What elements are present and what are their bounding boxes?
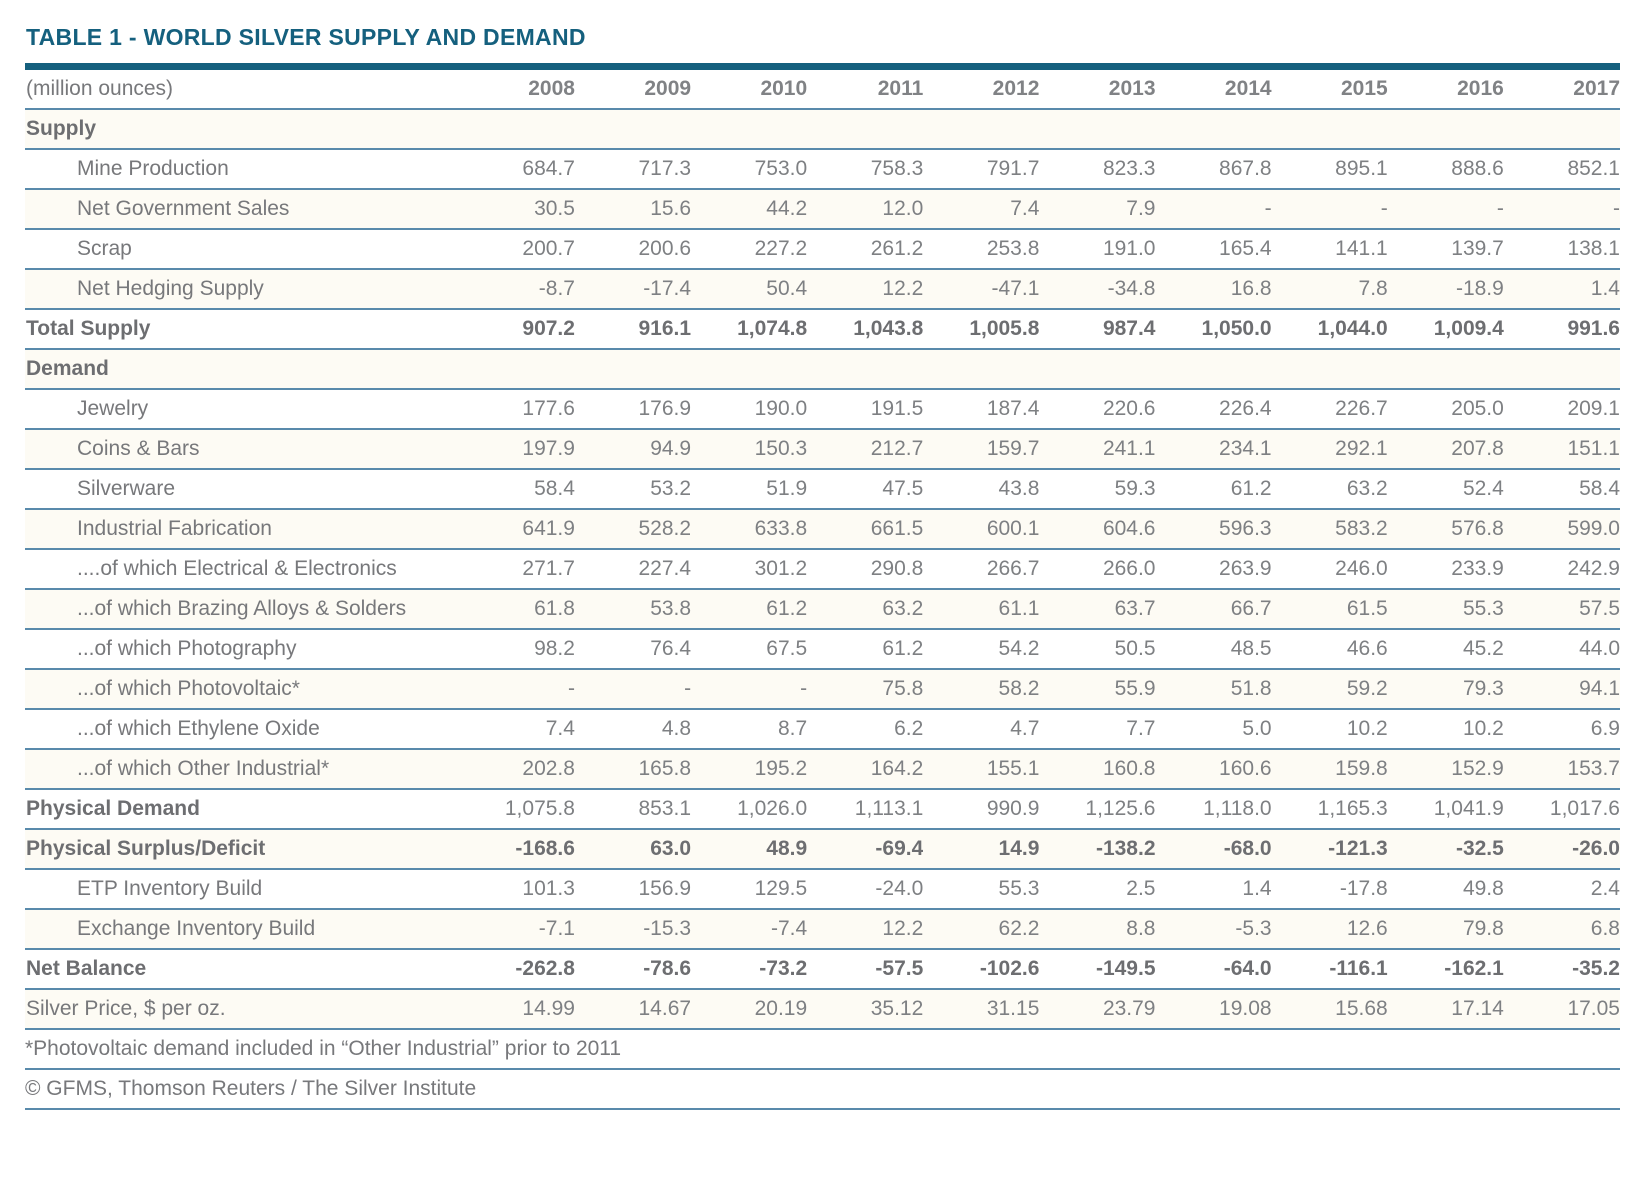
value-cell: 51.9 bbox=[691, 469, 807, 509]
table-row bbox=[25, 589, 1620, 629]
value-cell: 661.5 bbox=[807, 509, 923, 549]
value-cell: 59.2 bbox=[1272, 669, 1388, 709]
value-cell: 44.2 bbox=[691, 189, 807, 229]
value-cell: 209.1 bbox=[1504, 389, 1620, 429]
table-row bbox=[25, 429, 1620, 469]
value-cell: 1,165.3 bbox=[1272, 789, 1388, 829]
value-cell: 17.14 bbox=[1388, 989, 1504, 1029]
value-cell: -121.3 bbox=[1272, 829, 1388, 869]
value-cell: 195.2 bbox=[691, 749, 807, 789]
value-cell: 58.4 bbox=[459, 469, 575, 509]
value-cell: 867.8 bbox=[1156, 149, 1272, 189]
value-cell: 44.0 bbox=[1504, 629, 1620, 669]
value-cell: 17.05 bbox=[1504, 989, 1620, 1029]
value-cell: -69.4 bbox=[807, 829, 923, 869]
value-cell: 47.5 bbox=[807, 469, 923, 509]
value-cell: -34.8 bbox=[1039, 269, 1155, 309]
year-header-row bbox=[25, 70, 1620, 109]
value-cell: 187.4 bbox=[923, 389, 1039, 429]
value-cell: 153.7 bbox=[1504, 749, 1620, 789]
value-cell: -17.8 bbox=[1272, 869, 1388, 909]
value-cell: 14.9 bbox=[923, 829, 1039, 869]
value-cell: -138.2 bbox=[1039, 829, 1155, 869]
value-cell: 12.0 bbox=[807, 189, 923, 229]
value-cell: 205.0 bbox=[1388, 389, 1504, 429]
value-cell: 1.4 bbox=[1156, 869, 1272, 909]
value-cell: 94.9 bbox=[575, 429, 691, 469]
value-cell: 1,075.8 bbox=[459, 789, 575, 829]
row-label: Demand bbox=[25, 349, 459, 389]
value-cell: 583.2 bbox=[1272, 509, 1388, 549]
value-cell bbox=[1388, 109, 1504, 149]
value-cell: 62.2 bbox=[923, 909, 1039, 949]
silver-supply-demand-table bbox=[25, 70, 1620, 1030]
table-row bbox=[25, 149, 1620, 189]
value-cell: 4.7 bbox=[923, 709, 1039, 749]
value-cell: 241.1 bbox=[1039, 429, 1155, 469]
row-label: ...of which Photography bbox=[25, 629, 459, 669]
value-cell: 141.1 bbox=[1272, 229, 1388, 269]
value-cell: 641.9 bbox=[459, 509, 575, 549]
row-label: Silverware bbox=[25, 469, 459, 509]
value-cell: 888.6 bbox=[1388, 149, 1504, 189]
value-cell: 46.6 bbox=[1272, 629, 1388, 669]
value-cell: 684.7 bbox=[459, 149, 575, 189]
value-cell: -68.0 bbox=[1156, 829, 1272, 869]
row-label: Supply bbox=[25, 109, 459, 149]
value-cell bbox=[807, 109, 923, 149]
value-cell bbox=[1272, 109, 1388, 149]
value-cell: 76.4 bbox=[575, 629, 691, 669]
value-cell bbox=[1156, 349, 1272, 389]
value-cell: 233.9 bbox=[1388, 549, 1504, 589]
value-cell: 160.8 bbox=[1039, 749, 1155, 789]
row-label: ...of which Other Industrial* bbox=[25, 749, 459, 789]
value-cell: 58.2 bbox=[923, 669, 1039, 709]
value-cell: 916.1 bbox=[575, 309, 691, 349]
value-cell: 12.2 bbox=[807, 269, 923, 309]
value-cell: 6.8 bbox=[1504, 909, 1620, 949]
value-cell: 5.0 bbox=[1156, 709, 1272, 749]
value-cell: 139.7 bbox=[1388, 229, 1504, 269]
row-label: Net Hedging Supply bbox=[25, 269, 459, 309]
value-cell: 155.1 bbox=[923, 749, 1039, 789]
table-row bbox=[25, 389, 1620, 429]
table-row bbox=[25, 749, 1620, 789]
value-cell: 242.9 bbox=[1504, 549, 1620, 589]
value-cell: 895.1 bbox=[1272, 149, 1388, 189]
table-row bbox=[25, 469, 1620, 509]
value-cell: - bbox=[575, 669, 691, 709]
value-cell bbox=[1388, 349, 1504, 389]
value-cell: - bbox=[1272, 189, 1388, 229]
table-row bbox=[25, 869, 1620, 909]
value-cell: 7.4 bbox=[923, 189, 1039, 229]
value-cell: 49.8 bbox=[1388, 869, 1504, 909]
table-title: TABLE 1 - WORLD SILVER SUPPLY AND DEMAND bbox=[26, 24, 586, 50]
table-row bbox=[25, 909, 1620, 949]
value-cell: 791.7 bbox=[923, 149, 1039, 189]
copyright: © GFMS, Thomson Reuters / The Silver Institute bbox=[25, 1070, 1620, 1110]
value-cell: 292.1 bbox=[1272, 429, 1388, 469]
value-cell: -168.6 bbox=[459, 829, 575, 869]
value-cell: 61.1 bbox=[923, 589, 1039, 629]
value-cell: 14.67 bbox=[575, 989, 691, 1029]
value-cell: 576.8 bbox=[1388, 509, 1504, 549]
value-cell: 290.8 bbox=[807, 549, 923, 589]
table-row bbox=[25, 949, 1620, 989]
value-cell: 633.8 bbox=[691, 509, 807, 549]
value-cell: 159.7 bbox=[923, 429, 1039, 469]
value-cell: 10.2 bbox=[1272, 709, 1388, 749]
row-label: ...of which Ethylene Oxide bbox=[25, 709, 459, 749]
value-cell: 63.0 bbox=[575, 829, 691, 869]
value-cell: 200.6 bbox=[575, 229, 691, 269]
value-cell: - bbox=[691, 669, 807, 709]
value-cell: 907.2 bbox=[459, 309, 575, 349]
value-cell: 67.5 bbox=[691, 629, 807, 669]
value-cell: -57.5 bbox=[807, 949, 923, 989]
value-cell: 55.3 bbox=[1388, 589, 1504, 629]
value-cell: -64.0 bbox=[1156, 949, 1272, 989]
value-cell: 599.0 bbox=[1504, 509, 1620, 549]
value-cell: 266.0 bbox=[1039, 549, 1155, 589]
value-cell: 604.6 bbox=[1039, 509, 1155, 549]
value-cell: 7.8 bbox=[1272, 269, 1388, 309]
table-row bbox=[25, 989, 1620, 1029]
value-cell: -162.1 bbox=[1388, 949, 1504, 989]
value-cell: -17.4 bbox=[575, 269, 691, 309]
value-cell: 226.4 bbox=[1156, 389, 1272, 429]
value-cell: 54.2 bbox=[923, 629, 1039, 669]
value-cell: 1,041.9 bbox=[1388, 789, 1504, 829]
value-cell bbox=[575, 109, 691, 149]
table-row bbox=[25, 509, 1620, 549]
year-header: 2010 bbox=[691, 70, 807, 109]
value-cell: 43.8 bbox=[923, 469, 1039, 509]
value-cell: 600.1 bbox=[923, 509, 1039, 549]
value-cell: 30.5 bbox=[459, 189, 575, 229]
value-cell: 758.3 bbox=[807, 149, 923, 189]
value-cell: 160.6 bbox=[1156, 749, 1272, 789]
value-cell: -7.1 bbox=[459, 909, 575, 949]
value-cell: 101.3 bbox=[459, 869, 575, 909]
value-cell: 50.4 bbox=[691, 269, 807, 309]
table-row bbox=[25, 669, 1620, 709]
value-cell: 246.0 bbox=[1272, 549, 1388, 589]
value-cell: 191.5 bbox=[807, 389, 923, 429]
value-cell: 7.4 bbox=[459, 709, 575, 749]
value-cell: 61.5 bbox=[1272, 589, 1388, 629]
unit-label: (million ounces) bbox=[25, 70, 459, 109]
value-cell: 190.0 bbox=[691, 389, 807, 429]
value-cell: 261.2 bbox=[807, 229, 923, 269]
value-cell: 48.5 bbox=[1156, 629, 1272, 669]
value-cell: 63.7 bbox=[1039, 589, 1155, 629]
value-cell: 59.3 bbox=[1039, 469, 1155, 509]
value-cell: -262.8 bbox=[459, 949, 575, 989]
value-cell: 234.1 bbox=[1156, 429, 1272, 469]
value-cell: 7.7 bbox=[1039, 709, 1155, 749]
row-label: Physical Surplus/Deficit bbox=[25, 829, 459, 869]
value-cell: 66.7 bbox=[1156, 589, 1272, 629]
table-row bbox=[25, 629, 1620, 669]
year-header: 2012 bbox=[923, 70, 1039, 109]
value-cell: 227.2 bbox=[691, 229, 807, 269]
year-header: 2008 bbox=[459, 70, 575, 109]
value-cell: 823.3 bbox=[1039, 149, 1155, 189]
row-label: Exchange Inventory Build bbox=[25, 909, 459, 949]
value-cell: 1,005.8 bbox=[923, 309, 1039, 349]
value-cell: 165.4 bbox=[1156, 229, 1272, 269]
value-cell: 1.4 bbox=[1504, 269, 1620, 309]
value-cell: 987.4 bbox=[1039, 309, 1155, 349]
value-cell: - bbox=[1504, 189, 1620, 229]
value-cell: -78.6 bbox=[575, 949, 691, 989]
value-cell: 75.8 bbox=[807, 669, 923, 709]
value-cell: 55.3 bbox=[923, 869, 1039, 909]
value-cell: 2.4 bbox=[1504, 869, 1620, 909]
value-cell: 220.6 bbox=[1039, 389, 1155, 429]
value-cell: -5.3 bbox=[1156, 909, 1272, 949]
table-row bbox=[25, 549, 1620, 589]
value-cell: 52.4 bbox=[1388, 469, 1504, 509]
value-cell: -47.1 bbox=[923, 269, 1039, 309]
value-cell: 991.6 bbox=[1504, 309, 1620, 349]
table-row bbox=[25, 229, 1620, 269]
value-cell: 48.9 bbox=[691, 829, 807, 869]
value-cell: 63.2 bbox=[807, 589, 923, 629]
row-label: Total Supply bbox=[25, 309, 459, 349]
value-cell: 79.3 bbox=[1388, 669, 1504, 709]
row-label: Industrial Fabrication bbox=[25, 509, 459, 549]
value-cell: 16.8 bbox=[1156, 269, 1272, 309]
row-label: Silver Price, $ per oz. bbox=[25, 989, 459, 1029]
value-cell: 35.12 bbox=[807, 989, 923, 1029]
value-cell: 226.7 bbox=[1272, 389, 1388, 429]
value-cell bbox=[691, 349, 807, 389]
value-cell: 1,044.0 bbox=[1272, 309, 1388, 349]
row-label: ....of which Electrical & Electronics bbox=[25, 549, 459, 589]
value-cell: 10.2 bbox=[1388, 709, 1504, 749]
value-cell: 61.2 bbox=[691, 589, 807, 629]
value-cell: 8.7 bbox=[691, 709, 807, 749]
value-cell: 1,043.8 bbox=[807, 309, 923, 349]
value-cell: 528.2 bbox=[575, 509, 691, 549]
value-cell: -15.3 bbox=[575, 909, 691, 949]
value-cell: 61.2 bbox=[807, 629, 923, 669]
value-cell: 197.9 bbox=[459, 429, 575, 469]
value-cell: 7.9 bbox=[1039, 189, 1155, 229]
value-cell: 57.5 bbox=[1504, 589, 1620, 629]
row-label: Jewelry bbox=[25, 389, 459, 429]
value-cell: 129.5 bbox=[691, 869, 807, 909]
value-cell: 150.3 bbox=[691, 429, 807, 469]
value-cell: 990.9 bbox=[923, 789, 1039, 829]
value-cell: -32.5 bbox=[1388, 829, 1504, 869]
value-cell: -18.9 bbox=[1388, 269, 1504, 309]
table-row bbox=[25, 269, 1620, 309]
value-cell: 12.2 bbox=[807, 909, 923, 949]
value-cell bbox=[1039, 349, 1155, 389]
value-cell: 51.8 bbox=[1156, 669, 1272, 709]
row-label: ...of which Brazing Alloys & Solders bbox=[25, 589, 459, 629]
value-cell: 23.79 bbox=[1039, 989, 1155, 1029]
value-cell: -8.7 bbox=[459, 269, 575, 309]
year-header: 2016 bbox=[1388, 70, 1504, 109]
value-cell: 202.8 bbox=[459, 749, 575, 789]
value-cell: 79.8 bbox=[1388, 909, 1504, 949]
row-label: Coins & Bars bbox=[25, 429, 459, 469]
table-row bbox=[25, 789, 1620, 829]
value-cell: 94.1 bbox=[1504, 669, 1620, 709]
table-row bbox=[25, 829, 1620, 869]
footnote: *Photovoltaic demand included in “Other Industrial” prior to 2011 bbox=[25, 1030, 1620, 1070]
year-header: 2009 bbox=[575, 70, 691, 109]
value-cell bbox=[1156, 109, 1272, 149]
value-cell: 596.3 bbox=[1156, 509, 1272, 549]
value-cell: 152.9 bbox=[1388, 749, 1504, 789]
value-cell bbox=[1504, 349, 1620, 389]
row-label: ETP Inventory Build bbox=[25, 869, 459, 909]
value-cell: 14.99 bbox=[459, 989, 575, 1029]
value-cell: 19.08 bbox=[1156, 989, 1272, 1029]
value-cell: 53.2 bbox=[575, 469, 691, 509]
value-cell: 50.5 bbox=[1039, 629, 1155, 669]
value-cell: - bbox=[1388, 189, 1504, 229]
value-cell: 61.8 bbox=[459, 589, 575, 629]
year-header: 2011 bbox=[807, 70, 923, 109]
value-cell: 98.2 bbox=[459, 629, 575, 669]
table-row bbox=[25, 109, 1620, 149]
value-cell: 165.8 bbox=[575, 749, 691, 789]
value-cell: 1,009.4 bbox=[1388, 309, 1504, 349]
table-row bbox=[25, 709, 1620, 749]
value-cell: 1,026.0 bbox=[691, 789, 807, 829]
value-cell: 301.2 bbox=[691, 549, 807, 589]
value-cell: 53.8 bbox=[575, 589, 691, 629]
value-cell: 15.68 bbox=[1272, 989, 1388, 1029]
value-cell: 55.9 bbox=[1039, 669, 1155, 709]
value-cell: 271.7 bbox=[459, 549, 575, 589]
value-cell: 1,074.8 bbox=[691, 309, 807, 349]
value-cell: 8.8 bbox=[1039, 909, 1155, 949]
table-row bbox=[25, 189, 1620, 229]
value-cell: 176.9 bbox=[575, 389, 691, 429]
value-cell: 753.0 bbox=[691, 149, 807, 189]
value-cell bbox=[923, 349, 1039, 389]
row-label: Net Balance bbox=[25, 949, 459, 989]
value-cell bbox=[923, 109, 1039, 149]
value-cell: 227.4 bbox=[575, 549, 691, 589]
value-cell bbox=[1504, 109, 1620, 149]
value-cell: -35.2 bbox=[1504, 949, 1620, 989]
value-cell: 2.5 bbox=[1039, 869, 1155, 909]
value-cell: 852.1 bbox=[1504, 149, 1620, 189]
value-cell: 212.7 bbox=[807, 429, 923, 469]
row-label: Net Government Sales bbox=[25, 189, 459, 229]
value-cell: 207.8 bbox=[1388, 429, 1504, 469]
value-cell: 151.1 bbox=[1504, 429, 1620, 469]
value-cell: - bbox=[459, 669, 575, 709]
row-label: Scrap bbox=[25, 229, 459, 269]
value-cell: -116.1 bbox=[1272, 949, 1388, 989]
value-cell: 200.7 bbox=[459, 229, 575, 269]
year-header: 2014 bbox=[1156, 70, 1272, 109]
value-cell: 6.2 bbox=[807, 709, 923, 749]
value-cell: 717.3 bbox=[575, 149, 691, 189]
value-cell: -102.6 bbox=[923, 949, 1039, 989]
value-cell: -7.4 bbox=[691, 909, 807, 949]
value-cell bbox=[459, 109, 575, 149]
value-cell: -73.2 bbox=[691, 949, 807, 989]
year-header: 2015 bbox=[1272, 70, 1388, 109]
value-cell: 58.4 bbox=[1504, 469, 1620, 509]
value-cell: 138.1 bbox=[1504, 229, 1620, 269]
value-cell: -26.0 bbox=[1504, 829, 1620, 869]
value-cell: 31.15 bbox=[923, 989, 1039, 1029]
value-cell: -149.5 bbox=[1039, 949, 1155, 989]
value-cell bbox=[575, 349, 691, 389]
value-cell: 156.9 bbox=[575, 869, 691, 909]
value-cell: 164.2 bbox=[807, 749, 923, 789]
value-cell bbox=[807, 349, 923, 389]
table-row bbox=[25, 349, 1620, 389]
value-cell: 263.9 bbox=[1156, 549, 1272, 589]
value-cell: 45.2 bbox=[1388, 629, 1504, 669]
value-cell: 1,017.6 bbox=[1504, 789, 1620, 829]
year-header: 2013 bbox=[1039, 70, 1155, 109]
title-underline-bar bbox=[25, 63, 1620, 70]
value-cell: 63.2 bbox=[1272, 469, 1388, 509]
row-label: Physical Demand bbox=[25, 789, 459, 829]
value-cell: 6.9 bbox=[1504, 709, 1620, 749]
value-cell bbox=[1039, 109, 1155, 149]
value-cell: 1,050.0 bbox=[1156, 309, 1272, 349]
year-header: 2017 bbox=[1504, 70, 1620, 109]
value-cell bbox=[691, 109, 807, 149]
value-cell: 853.1 bbox=[575, 789, 691, 829]
row-label: Mine Production bbox=[25, 149, 459, 189]
table-row bbox=[25, 309, 1620, 349]
value-cell: 191.0 bbox=[1039, 229, 1155, 269]
value-cell: - bbox=[1156, 189, 1272, 229]
value-cell: 15.6 bbox=[575, 189, 691, 229]
value-cell bbox=[1272, 349, 1388, 389]
value-cell: 177.6 bbox=[459, 389, 575, 429]
value-cell: 61.2 bbox=[1156, 469, 1272, 509]
value-cell: 4.8 bbox=[575, 709, 691, 749]
value-cell: 159.8 bbox=[1272, 749, 1388, 789]
value-cell bbox=[459, 349, 575, 389]
value-cell: 1,118.0 bbox=[1156, 789, 1272, 829]
value-cell: 266.7 bbox=[923, 549, 1039, 589]
value-cell: 253.8 bbox=[923, 229, 1039, 269]
value-cell: 1,113.1 bbox=[807, 789, 923, 829]
value-cell: 1,125.6 bbox=[1039, 789, 1155, 829]
value-cell: -24.0 bbox=[807, 869, 923, 909]
value-cell: 20.19 bbox=[691, 989, 807, 1029]
value-cell: 12.6 bbox=[1272, 909, 1388, 949]
row-label: ...of which Photovoltaic* bbox=[25, 669, 459, 709]
